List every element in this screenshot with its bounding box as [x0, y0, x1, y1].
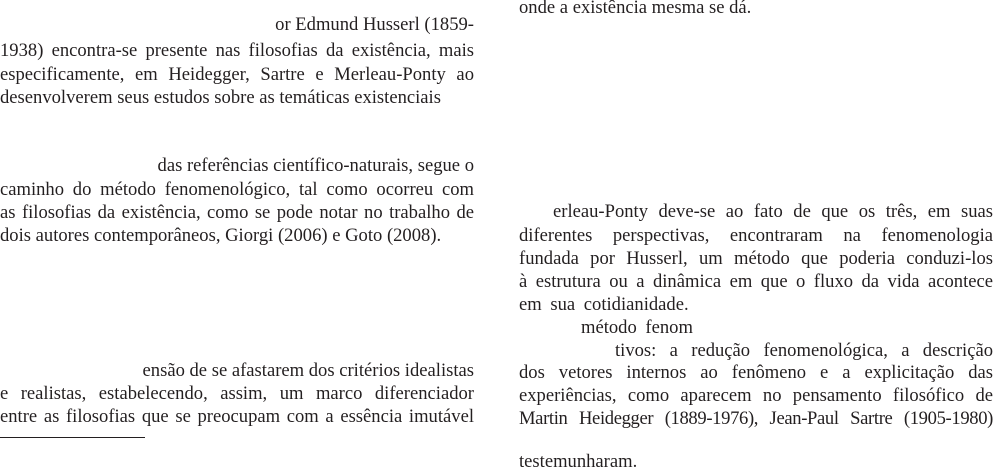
text-line: ensão de se afastarem dos critérios idealistas: [142, 360, 474, 381]
text-line: das referências científico-naturais, segue o: [157, 155, 474, 176]
footnote-divider: [0, 437, 145, 438]
text-line: diferentes perspectivas, encontraram na fenomenologia: [519, 225, 993, 246]
text-line: 1938) encontra-se presente nas filosofias da existência, mais: [0, 40, 474, 61]
text-line: dois autores contemporâneos, Giorgi (2006) e Goto (2008).: [0, 225, 442, 246]
text-line: e realistas, estabelecendo, assim, um marco diferenciador: [0, 383, 474, 404]
text-line: dos vetores internos ao fenômeno e a explicitação das: [519, 362, 993, 383]
text-line: or Edmund Husserl (1859-: [275, 14, 474, 35]
text-line: tivos: a redução fenomenológica, a descrição: [615, 340, 993, 361]
text-line: as filosofias da existência, como se pode notar no trabalho de: [0, 202, 474, 223]
text-line: caminho do método fenomenológico, tal como ocorreu com: [0, 179, 474, 200]
text-line: em sua cotidianidade.: [519, 294, 689, 315]
text-line: desenvolverem seus estudos sobre as temáticas existenciais: [0, 87, 441, 108]
text-line: fundada por Husserl, um método que poderia conduzi-los: [519, 248, 993, 269]
text-line: experiências, como aparecem no pensamento filosófico de: [519, 385, 993, 406]
text-line: Martin Heidegger (1889-1976), Jean-Paul Sartre (1905-1980): [519, 408, 993, 429]
text-line: entre as filosofias que se preocupam com a essência imutável: [0, 406, 474, 427]
text-line: onde a existência mesma se dá.: [519, 0, 752, 18]
text-line: método fenom: [581, 317, 693, 338]
text-line: erleau-Ponty deve-se ao fato de que os três, em suas: [553, 201, 993, 222]
text-line: testemunharam.: [519, 451, 638, 472]
text-line: especificamente, em Heidegger, Sartre e Merleau-Ponty ao: [0, 64, 474, 85]
text-line: à estrutura ou a dinâmica em que o fluxo da vida acontece: [519, 271, 993, 292]
